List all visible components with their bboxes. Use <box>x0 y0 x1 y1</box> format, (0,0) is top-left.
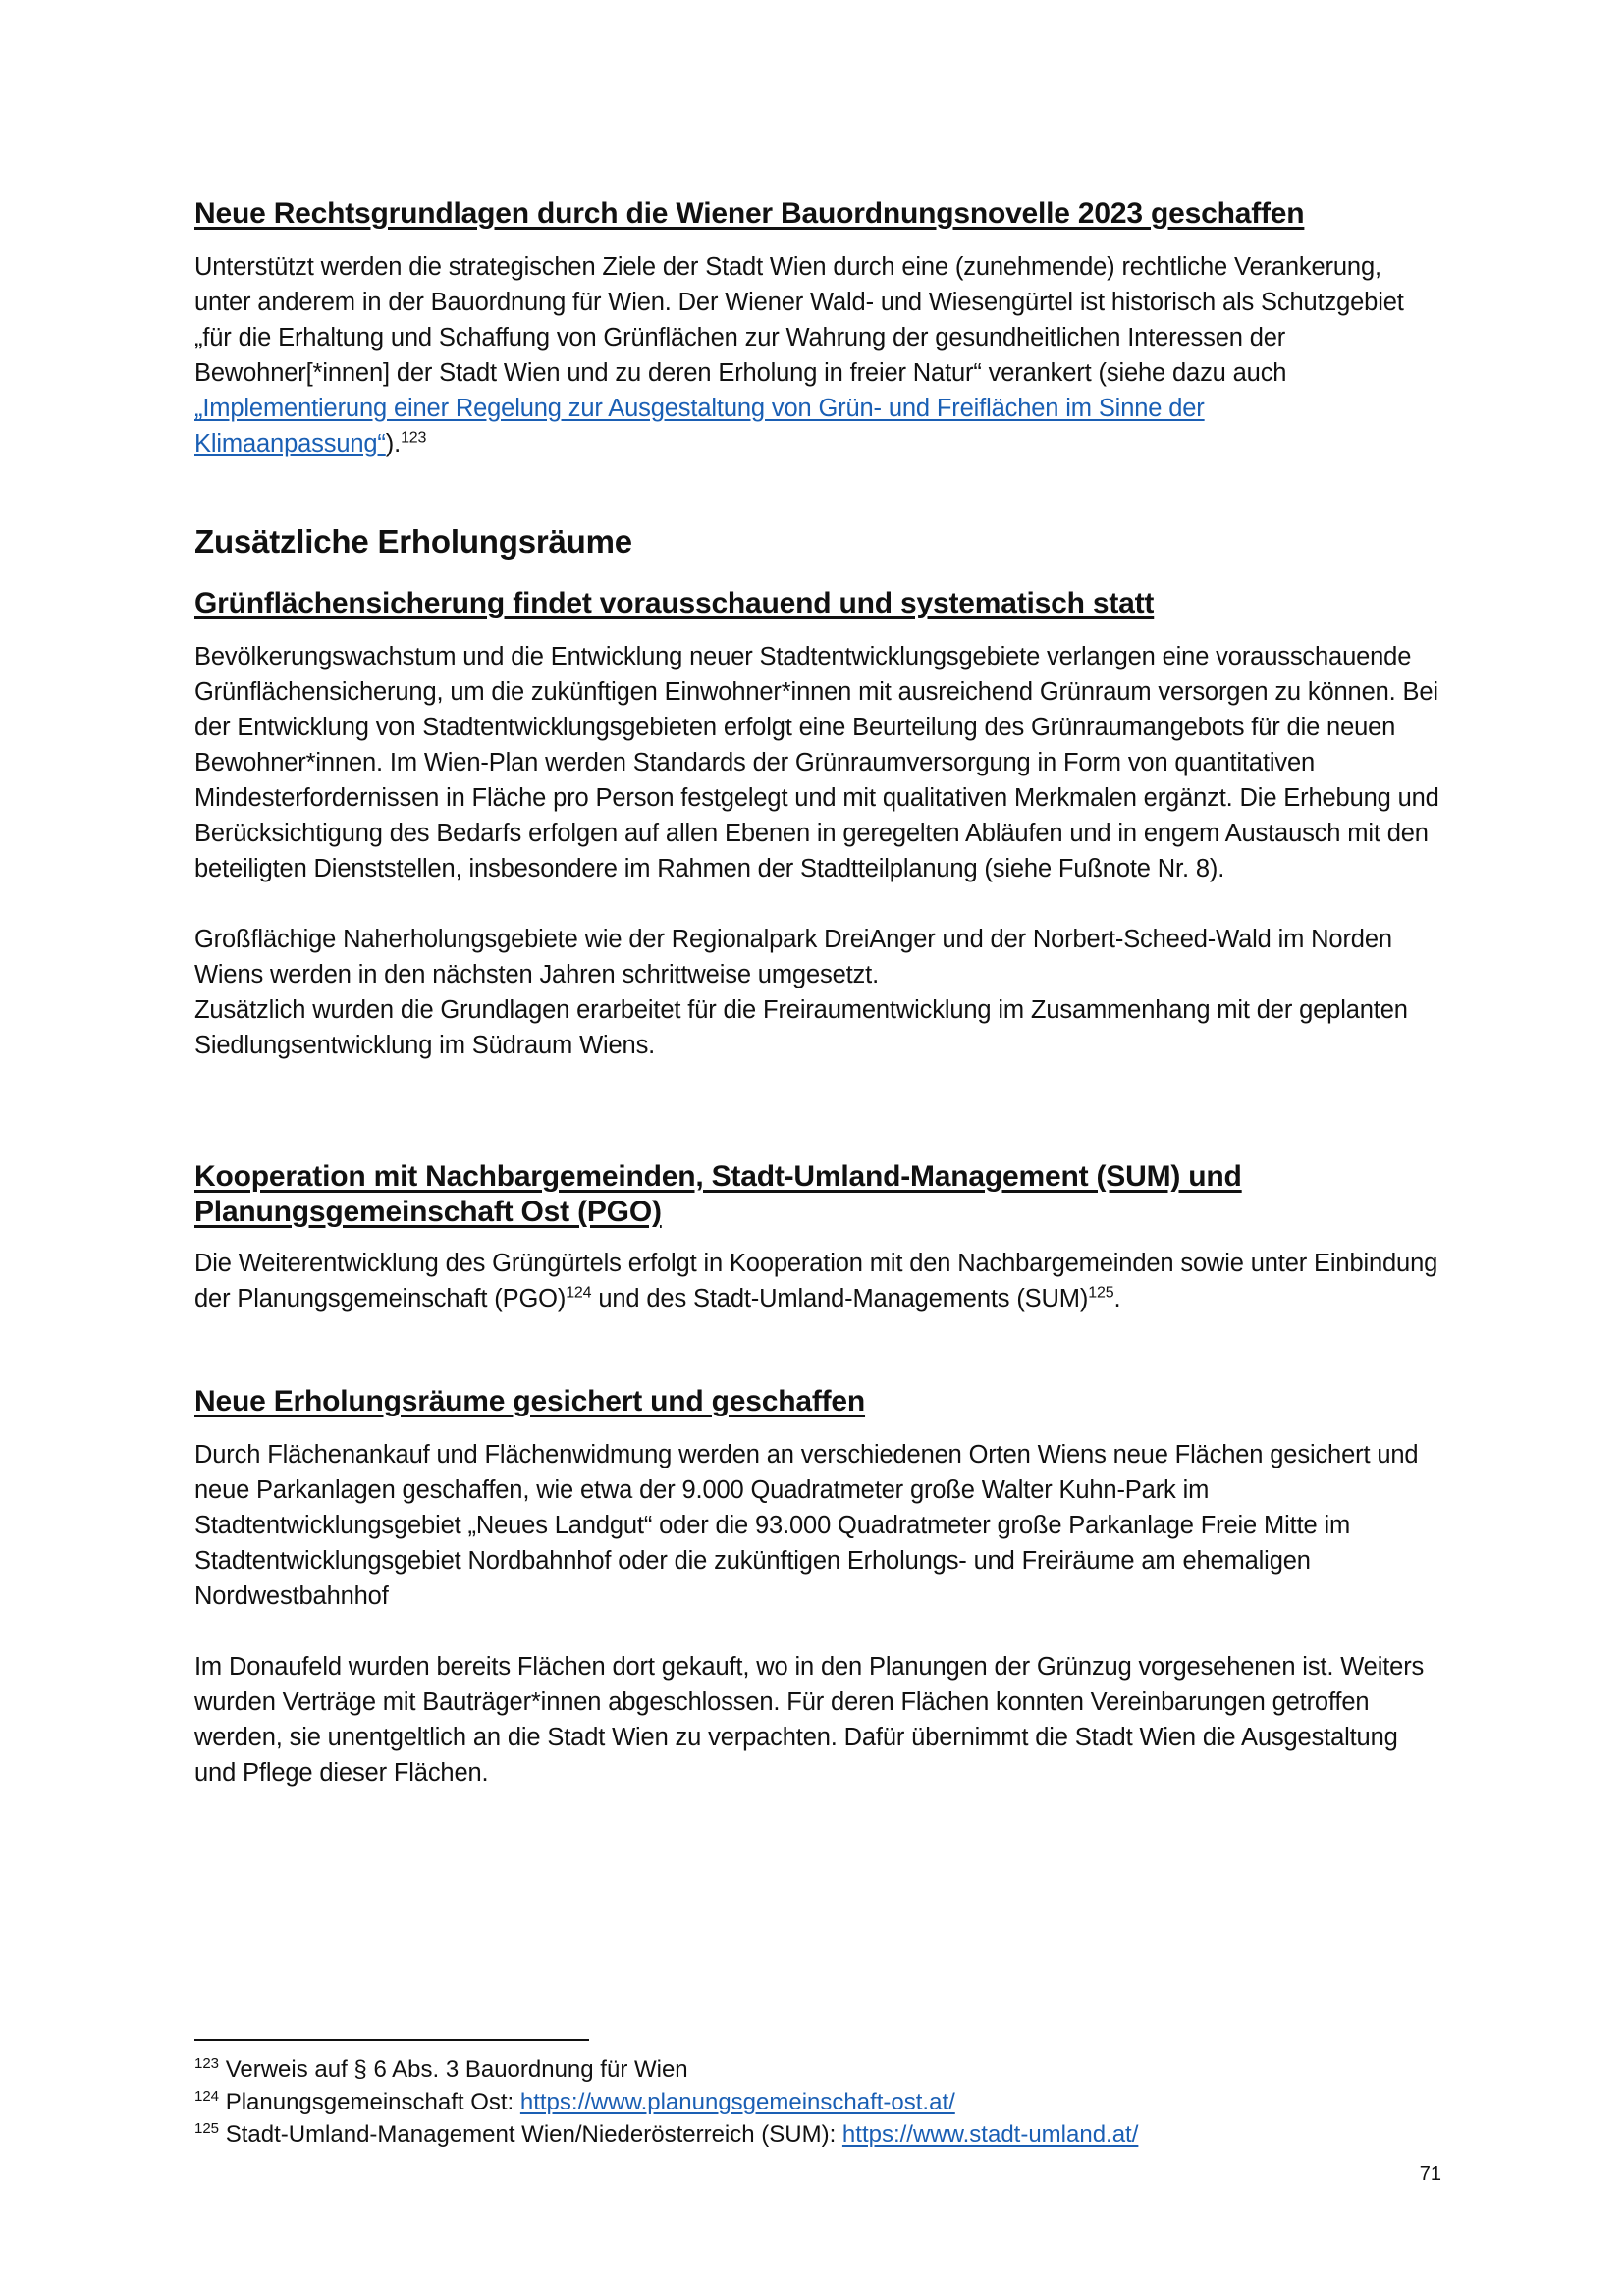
footnote-item <box>194 2086 1441 2118</box>
footnote-item <box>194 2118 1441 2151</box>
section-paragraph: Im Donaufeld wurden bereits Flächen dort gekauft, wo in den Planungen der Grünzug vorgesehenen ist. Weiters wurden Verträge mit Bauträger*innen abgeschlossen. Für deren Flächen konnten Vereinbarungen getroffen werden, sie unentgeltlich an die Stadt Wien zu verpachten. Dafür übernimmt die Stadt Wien die Ausgestaltung und Pflege dieser Flächen. <box>194 1653 1425 1787</box>
page-number: 71 <box>1419 2163 1441 2185</box>
paragraph-text: Die Weiterentwicklung des Grüngürtels erfolgt in Kooperation mit den Nachbargemeinden sowie unter Einbindung der Planungsgemeinschaft (PGO) <box>194 1250 1438 1312</box>
section-paragraph: Zusätzlich wurden die Grundlagen erarbeitet für die Freiraumentwicklung im Zusammenhang mit der geplanten Siedlungsentwicklung im Südraum Wiens. <box>194 996 1408 1059</box>
climate-adaptation-link[interactable]: „Implementierung einer Regelung zur Ausgestaltung von Grün- und Freiflächen im Sinne der Klimaanpassung“ <box>194 395 1205 457</box>
paragraph-text-end: ). <box>385 430 402 457</box>
footnote-ref: 124 <box>566 1284 592 1302</box>
section-paragraph <box>194 1246 1441 1316</box>
sum-website-link[interactable]: https://www.stadt-umland.at/ <box>841 2121 1139 2148</box>
footnote-number: 125 <box>194 2120 220 2137</box>
footnote-text: Planungsgemeinschaft Ost: <box>219 2089 520 2115</box>
footnote-number: 124 <box>194 2088 220 2105</box>
section-bauordnungsnovelle <box>194 196 1441 461</box>
section-paragraph <box>194 249 1441 461</box>
footnote-ref: 125 <box>1088 1284 1114 1302</box>
section-paragraph: Durch Flächenankauf und Flächenwidmung werden an verschiedenen Orten Wiens neue Flächen gesichert und neue Parkanlagen geschaffen, wie etwa der 9.000 Quadratmeter große Walter Kuhn-Park im Stadtentwicklungsgebiet „Neues Landgut“ oder die 93.000 Quadratmeter große Parkanlage Freie Mitte im Stadtentwicklungsgebiet Nordbahnhof oder die zukünftigen Erholungs- und Freiräume am ehemaligen Nordwestbahnhof <box>194 1441 1419 1610</box>
section-erholungsraeume <box>194 522 1441 561</box>
section-paragraph: Bevölkerungswachstum und die Entwicklung neuer Stadtentwicklungsgebiete verlangen eine vorausschauende Grünflächensicherung, um die zukünftigen Einwohner*innen mit ausreichend Grünraum versorgen zu können. Bei der Entwicklung von Stadtentwicklungsgebieten erfolgt eine Beurteilung des Grünraumangebots für die neuen Bewohner*innen. Im Wien-Plan werden Standards der Grünraumversorgung in Form von quantitativen Mindesterfordernissen in Fläche pro Person festgelegt und mit qualitativen Merkmalen ergänzt. Die Erhebung und Berücksichtigung des Bedarfs erfolgen auf allen Ebenen in geregelten Abläufen und in engem Austausch mit den beteiligten Dienststellen, insbesondere im Rahmen der Stadtteilplanung (siehe Fußnote Nr. 8). <box>194 643 1439 882</box>
section-gruenflaechensicherung <box>194 586 1441 1063</box>
section-heading: Grünflächensicherung findet vorausschauend und systematisch statt <box>194 587 1155 619</box>
footnote-ref: 123 <box>401 429 427 447</box>
document-page <box>194 0 1441 2296</box>
paragraph-text: . <box>1113 1285 1121 1312</box>
pgo-website-link[interactable]: https://www.planungsgemeinschaft-ost.at/ <box>519 2089 955 2115</box>
footnote-item <box>194 2054 1441 2086</box>
section-neue-erholungsraeume <box>194 1384 1441 1790</box>
section-paragraph: Großflächige Naherholungsgebiete wie der Regionalpark DreiAnger und der Norbert-Scheed-Wald im Norden Wiens werden in den nächsten Jahren schrittweise umgesetzt. <box>194 926 1392 988</box>
footnote-text: Stadt-Umland-Management Wien/Niederösterreich (SUM): <box>219 2121 842 2148</box>
footnote-separator <box>194 2039 589 2041</box>
chapter-heading: Zusätzliche Erholungsräume <box>194 523 632 560</box>
footnotes <box>194 2054 1441 2151</box>
footnote-number: 123 <box>194 2056 220 2072</box>
paragraph-text: und des Stadt-Umland-Managements (SUM) <box>591 1285 1089 1312</box>
section-heading: Neue Erholungsräume gesichert und geschaffen <box>194 1385 866 1417</box>
section-heading: Neue Rechtsgrundlagen durch die Wiener Bauordnungsnovelle 2023 geschaffen <box>194 197 1305 230</box>
section-heading: Kooperation mit Nachbargemeinden, Stadt-Umland-Management (SUM) und Planungsgemeinschaft Ost (PGO) <box>194 1160 1242 1228</box>
section-kooperation <box>194 1159 1441 1316</box>
paragraph-text: Unterstützt werden die strategischen Ziele der Stadt Wien durch eine (zunehmende) rechtliche Verankerung, unter anderem in der Bauordnung für Wien. Der Wiener Wald- und Wiesengürtel ist historisch als Schutzgebiet „für die Erhaltung und Schaffung von Grünflächen zur Wahrung der gesundheitlichen Interessen der Bewohner[*innen] der Stadt Wien und zu deren Erholung in freier Natur“ verankert (siehe dazu auch <box>194 253 1404 387</box>
footnote-text: Verweis auf § 6 Abs. 3 Bauordnung für Wien <box>219 2056 688 2083</box>
